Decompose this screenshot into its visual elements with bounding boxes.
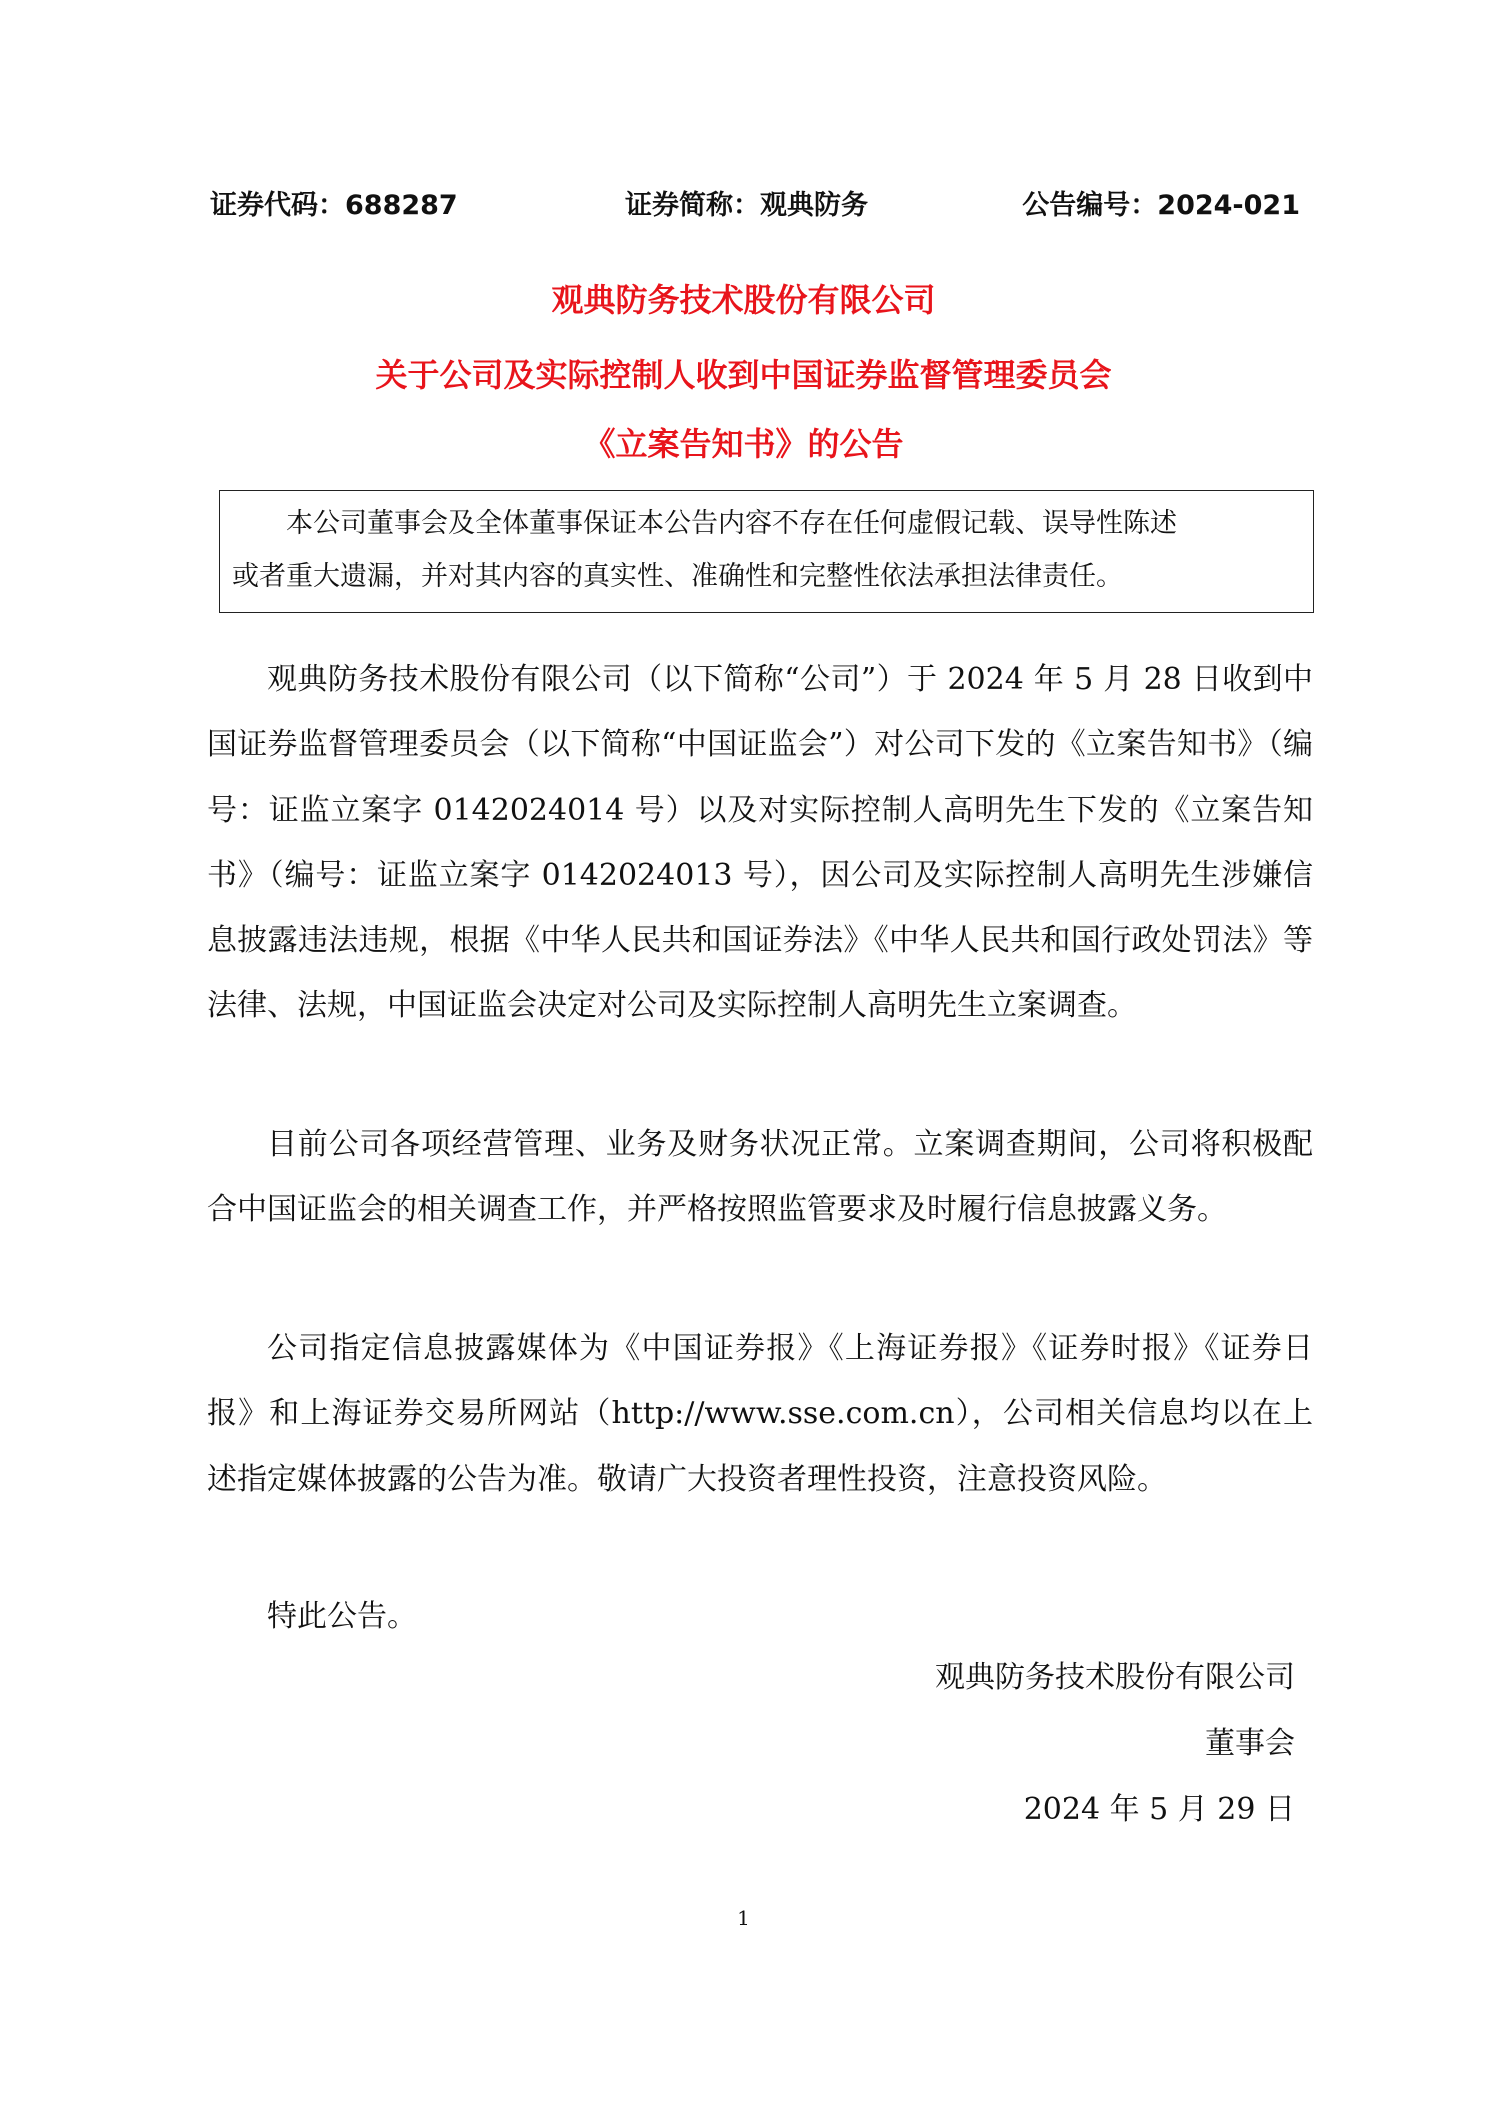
paragraph-text: 特此公告。 <box>267 1599 417 1634</box>
paragraph-operations <box>207 1112 1313 1243</box>
announcement-number: 公告编号：2024-021 <box>1022 190 1300 221</box>
paragraph-text: 公司指定信息披露媒体为《中国证券报》《上海证券报》《证券时报》《证券日报》和上海证券交易所网站（http://www.sse.com.cn），公司相关信息均以在上述指定媒体披露的公告为准。敬请广大投资者理性投资，注意投资风险。 <box>207 1331 1313 1497</box>
signature-company: 观典防务技术股份有限公司 <box>935 1660 1295 1695</box>
notice-line-1: 本公司董事会及全体董事保证本公告内容不存在任何虚假记载、误导性陈述 <box>286 508 1177 539</box>
title-subject: 关于公司及实际控制人收到中国证券监督管理委员会 <box>375 356 1112 394</box>
signature-board: 董事会 <box>1205 1726 1295 1761</box>
paragraph-closing <box>207 1584 1313 1649</box>
security-abbreviation: 证券简称：观典防务 <box>625 190 868 221</box>
paragraph-text: 观典防务技术股份有限公司（以下简称“公司”）于 2024 年 5 月 28 日收到中国证券监督管理委员会（以下简称“中国证监会”）对公司下发的《立案告知书》（编号：证监立案字 0142024014 号）以及对实际控制人高明先生下发的《立案告知书》（编号：证监立案字 0142024013 号），因公司及实际控制人高明先生涉嫌信息披露违法违规，根据《中华人民共和国证券法》《中华人民共和国行政处罚法》等法律、法规，中国证监会决定对公司及实际控制人高明先生立案调查。 <box>207 662 1313 1024</box>
document-header <box>210 186 1300 226</box>
title-company: 观典防务技术股份有限公司 <box>551 281 936 319</box>
page-number: 1 <box>737 1906 750 1930</box>
paragraph-text: 目前公司各项经营管理、业务及财务状况正常。立案调查期间，公司将积极配合中国证监会的相关调查工作，并严格按照监管要求及时履行信息披露义务。 <box>207 1127 1313 1228</box>
paragraph-case-filing <box>207 647 1313 1039</box>
title-document: 《立案告知书》的公告 <box>583 425 904 463</box>
board-guarantee-notice <box>219 490 1314 613</box>
signature-date: 2024 年 5 月 29 日 <box>1023 1792 1295 1827</box>
security-code: 证券代码：688287 <box>210 190 458 221</box>
paragraph-disclosure-media <box>207 1316 1313 1512</box>
notice-line-2: 或者重大遗漏，并对其内容的真实性、准确性和完整性依法承担法律责任。 <box>232 561 1123 592</box>
